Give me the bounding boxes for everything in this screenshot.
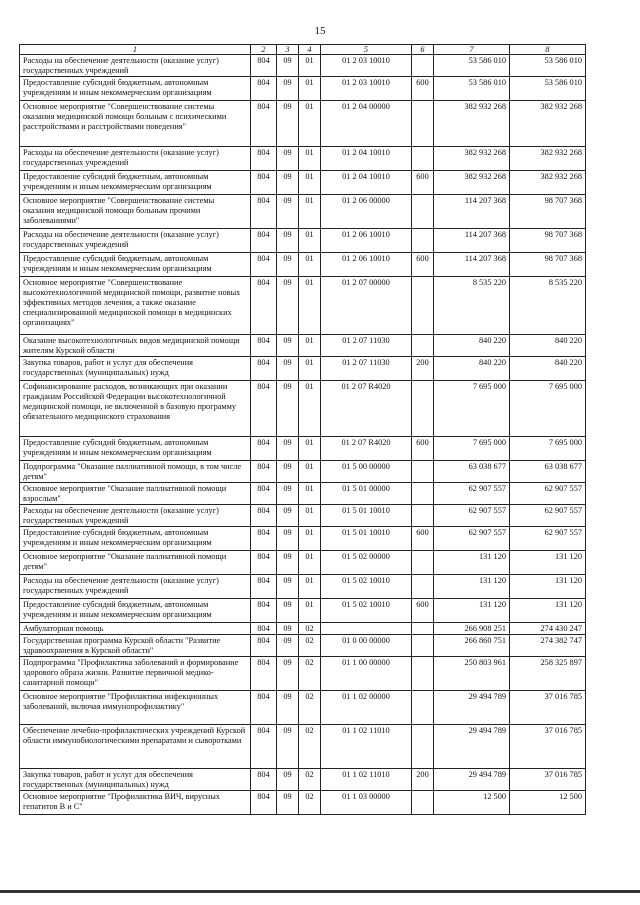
row-target-article: 01 2 06 10010 bbox=[321, 229, 412, 253]
row-amount-year1: 7 695 000 bbox=[434, 437, 510, 461]
row-subsection-code: 01 bbox=[299, 101, 321, 147]
row-subsection-code: 01 bbox=[299, 575, 321, 599]
row-amount-year2: 98 707 368 bbox=[510, 229, 586, 253]
table-row bbox=[20, 635, 586, 657]
row-expense-type bbox=[412, 657, 434, 691]
row-ministry-code: 804 bbox=[251, 77, 277, 101]
header-cell: 4 bbox=[299, 45, 321, 55]
page-number: 15 bbox=[314, 25, 326, 37]
row-target-article: 01 2 07 11030 bbox=[321, 357, 412, 381]
row-expense-type bbox=[412, 147, 434, 171]
row-name: Предоставление субсидий бюджетным, автономным учреждениям и иным некоммерческим организациям bbox=[20, 77, 251, 101]
row-section-code: 09 bbox=[277, 505, 299, 527]
row-target-article bbox=[321, 623, 412, 635]
table-row bbox=[20, 381, 586, 437]
row-ministry-code: 804 bbox=[251, 527, 277, 551]
row-amount-year1: 382 932 268 bbox=[434, 171, 510, 195]
row-amount-year1: 382 932 268 bbox=[434, 147, 510, 171]
row-amount-year1: 114 207 368 bbox=[434, 253, 510, 277]
row-section-code: 09 bbox=[277, 725, 299, 769]
table-row bbox=[20, 551, 586, 575]
row-section-code: 09 bbox=[277, 691, 299, 725]
row-subsection-code: 01 bbox=[299, 335, 321, 357]
row-name: Софинансирование расходов, возникающих при оказании гражданам Российской Федерации высокотехнологичной медицинской помощи, не включенной в базовую программу обязательного медицинского страхования bbox=[20, 381, 251, 437]
header-cell: 7 bbox=[434, 45, 510, 55]
row-target-article: 01 5 00 00000 bbox=[321, 461, 412, 483]
row-subsection-code: 01 bbox=[299, 171, 321, 195]
row-target-article: 01 2 04 10010 bbox=[321, 147, 412, 171]
row-name: Расходы на обеспечение деятельности (оказание услуг) государственных учреждений bbox=[20, 575, 251, 599]
row-name: Основное мероприятие "Оказание паллиативной помощи взрослым" bbox=[20, 483, 251, 505]
row-name: Расходы на обеспечение деятельности (оказание услуг) государственных учреждений bbox=[20, 55, 251, 77]
row-amount-year2: 8 535 220 bbox=[510, 277, 586, 335]
table-row bbox=[20, 195, 586, 229]
table-row bbox=[20, 657, 586, 691]
row-amount-year1: 382 932 268 bbox=[434, 101, 510, 147]
row-name: Подпрограмма "Оказание паллиативной помощи, в том числе детям" bbox=[20, 461, 251, 483]
row-subsection-code: 02 bbox=[299, 623, 321, 635]
row-name: Расходы на обеспечение деятельности (оказание услуг) государственных учреждений bbox=[20, 229, 251, 253]
row-name: Закупка товаров, работ и услуг для обеспечения государственных (муниципальных) нужд bbox=[20, 357, 251, 381]
row-amount-year1: 131 120 bbox=[434, 551, 510, 575]
row-amount-year2: 7 695 000 bbox=[510, 437, 586, 461]
row-expense-type: 600 bbox=[412, 527, 434, 551]
row-expense-type bbox=[412, 691, 434, 725]
header-row bbox=[20, 45, 586, 55]
table-row bbox=[20, 229, 586, 253]
row-target-article: 01 5 01 00000 bbox=[321, 483, 412, 505]
table-row bbox=[20, 253, 586, 277]
row-name: Государственная программа Курской области "Развитие здравоохранения в Курской области" bbox=[20, 635, 251, 657]
row-target-article: 01 5 02 00000 bbox=[321, 551, 412, 575]
row-subsection-code: 01 bbox=[299, 357, 321, 381]
row-ministry-code: 804 bbox=[251, 357, 277, 381]
table-row bbox=[20, 277, 586, 335]
row-target-article: 01 2 04 00000 bbox=[321, 101, 412, 147]
table-row bbox=[20, 691, 586, 725]
row-subsection-code: 01 bbox=[299, 229, 321, 253]
row-expense-type bbox=[412, 635, 434, 657]
row-ministry-code: 804 bbox=[251, 147, 277, 171]
row-subsection-code: 01 bbox=[299, 195, 321, 229]
header-cell: 3 bbox=[277, 45, 299, 55]
row-subsection-code: 01 bbox=[299, 253, 321, 277]
row-expense-type bbox=[412, 791, 434, 815]
table-row bbox=[20, 147, 586, 171]
header-cell: 2 bbox=[251, 45, 277, 55]
row-ministry-code: 804 bbox=[251, 461, 277, 483]
row-amount-year1: 131 120 bbox=[434, 575, 510, 599]
row-section-code: 09 bbox=[277, 551, 299, 575]
row-expense-type: 600 bbox=[412, 253, 434, 277]
row-subsection-code: 01 bbox=[299, 599, 321, 623]
row-amount-year2: 63 038 677 bbox=[510, 461, 586, 483]
row-section-code: 09 bbox=[277, 769, 299, 791]
row-name: Основное мероприятие "Совершенствование системы оказания медицинской помощи больным прочими заболеваниями" bbox=[20, 195, 251, 229]
row-section-code: 09 bbox=[277, 101, 299, 147]
row-expense-type bbox=[412, 483, 434, 505]
table-row bbox=[20, 55, 586, 77]
row-ministry-code: 804 bbox=[251, 635, 277, 657]
row-target-article: 01 2 04 10010 bbox=[321, 171, 412, 195]
row-amount-year2: 62 907 557 bbox=[510, 527, 586, 551]
row-amount-year2: 382 932 268 bbox=[510, 147, 586, 171]
row-target-article: 01 2 03 10010 bbox=[321, 77, 412, 101]
row-amount-year2: 131 120 bbox=[510, 599, 586, 623]
row-name: Основное мероприятие "Оказание паллиативной помощи детям" bbox=[20, 551, 251, 575]
row-amount-year1: 62 907 557 bbox=[434, 527, 510, 551]
row-subsection-code: 01 bbox=[299, 381, 321, 437]
row-amount-year2: 274 430 247 bbox=[510, 623, 586, 635]
row-name: Предоставление субсидий бюджетным, автономным учреждениям и иным некоммерческим организациям bbox=[20, 437, 251, 461]
row-ministry-code: 804 bbox=[251, 505, 277, 527]
row-subsection-code: 02 bbox=[299, 725, 321, 769]
row-target-article: 01 5 02 10010 bbox=[321, 575, 412, 599]
table-row bbox=[20, 575, 586, 599]
row-amount-year1: 29 494 789 bbox=[434, 691, 510, 725]
row-target-article: 01 2 03 10010 bbox=[321, 55, 412, 77]
row-amount-year2: 382 932 268 bbox=[510, 101, 586, 147]
row-amount-year1: 62 907 557 bbox=[434, 483, 510, 505]
row-name: Основное мероприятие "Профилактика ВИЧ, вирусных гепатитов В и С" bbox=[20, 791, 251, 815]
row-amount-year1: 12 500 bbox=[434, 791, 510, 815]
row-subsection-code: 01 bbox=[299, 505, 321, 527]
row-ministry-code: 804 bbox=[251, 599, 277, 623]
row-expense-type bbox=[412, 277, 434, 335]
row-ministry-code: 804 bbox=[251, 101, 277, 147]
row-section-code: 09 bbox=[277, 575, 299, 599]
row-amount-year1: 114 207 368 bbox=[434, 229, 510, 253]
row-ministry-code: 804 bbox=[251, 575, 277, 599]
row-section-code: 09 bbox=[277, 171, 299, 195]
row-subsection-code: 02 bbox=[299, 657, 321, 691]
table-row bbox=[20, 171, 586, 195]
row-amount-year1: 266 908 251 bbox=[434, 623, 510, 635]
row-target-article: 01 2 07 00000 bbox=[321, 277, 412, 335]
row-section-code: 09 bbox=[277, 147, 299, 171]
row-ministry-code: 804 bbox=[251, 229, 277, 253]
row-section-code: 09 bbox=[277, 229, 299, 253]
row-amount-year1: 7 695 000 bbox=[434, 381, 510, 437]
table-row bbox=[20, 77, 586, 101]
row-subsection-code: 02 bbox=[299, 635, 321, 657]
table-row bbox=[20, 791, 586, 815]
row-section-code: 09 bbox=[277, 599, 299, 623]
row-subsection-code: 01 bbox=[299, 483, 321, 505]
row-expense-type bbox=[412, 551, 434, 575]
table-row bbox=[20, 527, 586, 551]
row-name: Предоставление субсидий бюджетным, автономным учреждениям и иным некоммерческим организациям bbox=[20, 599, 251, 623]
row-amount-year2: 7 695 000 bbox=[510, 381, 586, 437]
table-row bbox=[20, 101, 586, 147]
row-ministry-code: 804 bbox=[251, 55, 277, 77]
row-amount-year2: 131 120 bbox=[510, 575, 586, 599]
row-expense-type: 600 bbox=[412, 437, 434, 461]
table-row bbox=[20, 725, 586, 769]
table-row bbox=[20, 461, 586, 483]
row-subsection-code: 01 bbox=[299, 437, 321, 461]
row-target-article: 01 0 00 00000 bbox=[321, 635, 412, 657]
row-amount-year2: 840 220 bbox=[510, 335, 586, 357]
table-row bbox=[20, 483, 586, 505]
row-amount-year2: 37 016 785 bbox=[510, 691, 586, 725]
row-subsection-code: 02 bbox=[299, 691, 321, 725]
row-section-code: 09 bbox=[277, 253, 299, 277]
row-ministry-code: 804 bbox=[251, 171, 277, 195]
row-section-code: 09 bbox=[277, 623, 299, 635]
row-expense-type bbox=[412, 335, 434, 357]
row-name: Обеспечение лечебно-профилактических учреждений Курской области иммунобиологическими препаратами и сыворотками bbox=[20, 725, 251, 769]
row-target-article: 01 1 00 00000 bbox=[321, 657, 412, 691]
table-row bbox=[20, 505, 586, 527]
row-amount-year1: 250 803 961 bbox=[434, 657, 510, 691]
row-ministry-code: 804 bbox=[251, 277, 277, 335]
row-amount-year2: 98 707 368 bbox=[510, 253, 586, 277]
header-cell: 1 bbox=[20, 45, 251, 55]
row-target-article: 01 2 06 10010 bbox=[321, 253, 412, 277]
row-amount-year1: 840 220 bbox=[434, 357, 510, 381]
row-target-article: 01 5 02 10010 bbox=[321, 599, 412, 623]
row-section-code: 09 bbox=[277, 335, 299, 357]
row-section-code: 09 bbox=[277, 77, 299, 101]
row-name: Оказание высокотехнологичных видов медицинской помощи жителям Курской области bbox=[20, 335, 251, 357]
row-subsection-code: 02 bbox=[299, 791, 321, 815]
table-row bbox=[20, 769, 586, 791]
row-expense-type bbox=[412, 623, 434, 635]
row-section-code: 09 bbox=[277, 483, 299, 505]
row-ministry-code: 804 bbox=[251, 623, 277, 635]
row-section-code: 09 bbox=[277, 461, 299, 483]
row-expense-type bbox=[412, 381, 434, 437]
row-amount-year1: 266 860 751 bbox=[434, 635, 510, 657]
row-amount-year2: 62 907 557 bbox=[510, 505, 586, 527]
row-target-article: 01 1 02 00000 bbox=[321, 691, 412, 725]
row-amount-year2: 37 016 785 bbox=[510, 725, 586, 769]
row-ministry-code: 804 bbox=[251, 725, 277, 769]
row-target-article: 01 1 03 00000 bbox=[321, 791, 412, 815]
row-name: Амбулаторная помощь bbox=[20, 623, 251, 635]
row-target-article: 01 2 07 R4020 bbox=[321, 437, 412, 461]
row-section-code: 09 bbox=[277, 195, 299, 229]
row-ministry-code: 804 bbox=[251, 769, 277, 791]
row-section-code: 09 bbox=[277, 437, 299, 461]
row-ministry-code: 804 bbox=[251, 381, 277, 437]
row-amount-year2: 131 120 bbox=[510, 551, 586, 575]
row-target-article: 01 2 07 R4020 bbox=[321, 381, 412, 437]
row-amount-year1: 53 586 010 bbox=[434, 55, 510, 77]
row-target-article: 01 1 02 11010 bbox=[321, 769, 412, 791]
row-name: Расходы на обеспечение деятельности (оказание услуг) государственных учреждений bbox=[20, 147, 251, 171]
row-amount-year2: 37 016 785 bbox=[510, 769, 586, 791]
row-amount-year1: 8 535 220 bbox=[434, 277, 510, 335]
row-expense-type: 200 bbox=[412, 357, 434, 381]
row-expense-type bbox=[412, 575, 434, 599]
row-expense-type bbox=[412, 55, 434, 77]
row-amount-year1: 840 220 bbox=[434, 335, 510, 357]
row-section-code: 09 bbox=[277, 55, 299, 77]
row-section-code: 09 bbox=[277, 527, 299, 551]
row-subsection-code: 01 bbox=[299, 55, 321, 77]
row-ministry-code: 804 bbox=[251, 195, 277, 229]
row-target-article: 01 5 01 10010 bbox=[321, 505, 412, 527]
row-amount-year1: 62 907 557 bbox=[434, 505, 510, 527]
row-amount-year2: 98 707 368 bbox=[510, 195, 586, 229]
row-name: Предоставление субсидий бюджетным, автономным учреждениям и иным некоммерческим организациям bbox=[20, 527, 251, 551]
row-name: Основное мероприятие "Совершенствование системы оказания медицинской помощи больным с психическими расстройствами и расстройствами поведения" bbox=[20, 101, 251, 147]
row-amount-year2: 274 382 747 bbox=[510, 635, 586, 657]
row-target-article: 01 1 02 11010 bbox=[321, 725, 412, 769]
row-amount-year2: 12 500 bbox=[510, 791, 586, 815]
row-target-article: 01 2 06 00000 bbox=[321, 195, 412, 229]
row-amount-year2: 53 586 010 bbox=[510, 55, 586, 77]
row-expense-type: 200 bbox=[412, 769, 434, 791]
row-expense-type bbox=[412, 229, 434, 253]
row-amount-year1: 53 586 010 bbox=[434, 77, 510, 101]
row-subsection-code: 01 bbox=[299, 147, 321, 171]
row-section-code: 09 bbox=[277, 357, 299, 381]
table-row bbox=[20, 437, 586, 461]
row-subsection-code: 01 bbox=[299, 77, 321, 101]
row-ministry-code: 804 bbox=[251, 253, 277, 277]
row-name: Расходы на обеспечение деятельности (оказание услуг) государственных учреждений bbox=[20, 505, 251, 527]
row-target-article: 01 5 01 10010 bbox=[321, 527, 412, 551]
row-expense-type bbox=[412, 725, 434, 769]
row-section-code: 09 bbox=[277, 635, 299, 657]
header-cell: 6 bbox=[412, 45, 434, 55]
header-cell: 8 bbox=[510, 45, 586, 55]
row-amount-year1: 131 120 bbox=[434, 599, 510, 623]
row-ministry-code: 804 bbox=[251, 691, 277, 725]
row-expense-type: 600 bbox=[412, 599, 434, 623]
row-name: Подпрограмма "Профилактика заболеваний и формирование здорового образа жизни. Развитие первичной медико-санитарной помощи" bbox=[20, 657, 251, 691]
row-amount-year1: 114 207 368 bbox=[434, 195, 510, 229]
row-amount-year2: 382 932 268 bbox=[510, 171, 586, 195]
row-name: Закупка товаров, работ и услуг для обеспечения государственных (муниципальных) нужд bbox=[20, 769, 251, 791]
row-ministry-code: 804 bbox=[251, 657, 277, 691]
row-name: Предоставление субсидий бюджетным, автономным учреждениям и иным некоммерческим организациям bbox=[20, 171, 251, 195]
row-ministry-code: 804 bbox=[251, 791, 277, 815]
row-name: Предоставление субсидий бюджетным, автономным учреждениям и иным некоммерческим организациям bbox=[20, 253, 251, 277]
row-target-article: 01 2 07 11030 bbox=[321, 335, 412, 357]
table-row bbox=[20, 335, 586, 357]
row-section-code: 09 bbox=[277, 657, 299, 691]
table-row bbox=[20, 357, 586, 381]
row-amount-year2: 62 907 557 bbox=[510, 483, 586, 505]
row-expense-type bbox=[412, 101, 434, 147]
row-expense-type bbox=[412, 505, 434, 527]
row-expense-type bbox=[412, 461, 434, 483]
table-row bbox=[20, 623, 586, 635]
row-amount-year2: 53 586 010 bbox=[510, 77, 586, 101]
row-ministry-code: 804 bbox=[251, 437, 277, 461]
row-amount-year1: 29 494 789 bbox=[434, 725, 510, 769]
row-expense-type: 600 bbox=[412, 171, 434, 195]
row-subsection-code: 01 bbox=[299, 277, 321, 335]
bottom-rule bbox=[0, 890, 640, 893]
row-section-code: 09 bbox=[277, 791, 299, 815]
header-cell: 5 bbox=[321, 45, 412, 55]
row-ministry-code: 804 bbox=[251, 551, 277, 575]
row-name: Основное мероприятие "Совершенствование высокотехнологичной медицинской помощи, развитие новых эффективных методов лечения, а также оказание специализированной медицинской помощи в медицинских организациях" bbox=[20, 277, 251, 335]
row-amount-year2: 840 220 bbox=[510, 357, 586, 381]
row-amount-year2: 258 325 897 bbox=[510, 657, 586, 691]
budget-table bbox=[19, 44, 586, 815]
row-name: Основное мероприятие "Профилактика инфекционных заболеваний, включая иммунопрофилактику" bbox=[20, 691, 251, 725]
row-ministry-code: 804 bbox=[251, 483, 277, 505]
row-expense-type: 600 bbox=[412, 77, 434, 101]
table-row bbox=[20, 599, 586, 623]
row-amount-year1: 29 494 789 bbox=[434, 769, 510, 791]
row-ministry-code: 804 bbox=[251, 335, 277, 357]
row-subsection-code: 01 bbox=[299, 527, 321, 551]
row-subsection-code: 01 bbox=[299, 551, 321, 575]
row-section-code: 09 bbox=[277, 277, 299, 335]
row-section-code: 09 bbox=[277, 381, 299, 437]
row-expense-type bbox=[412, 195, 434, 229]
row-amount-year1: 63 038 677 bbox=[434, 461, 510, 483]
row-subsection-code: 01 bbox=[299, 461, 321, 483]
row-subsection-code: 02 bbox=[299, 769, 321, 791]
